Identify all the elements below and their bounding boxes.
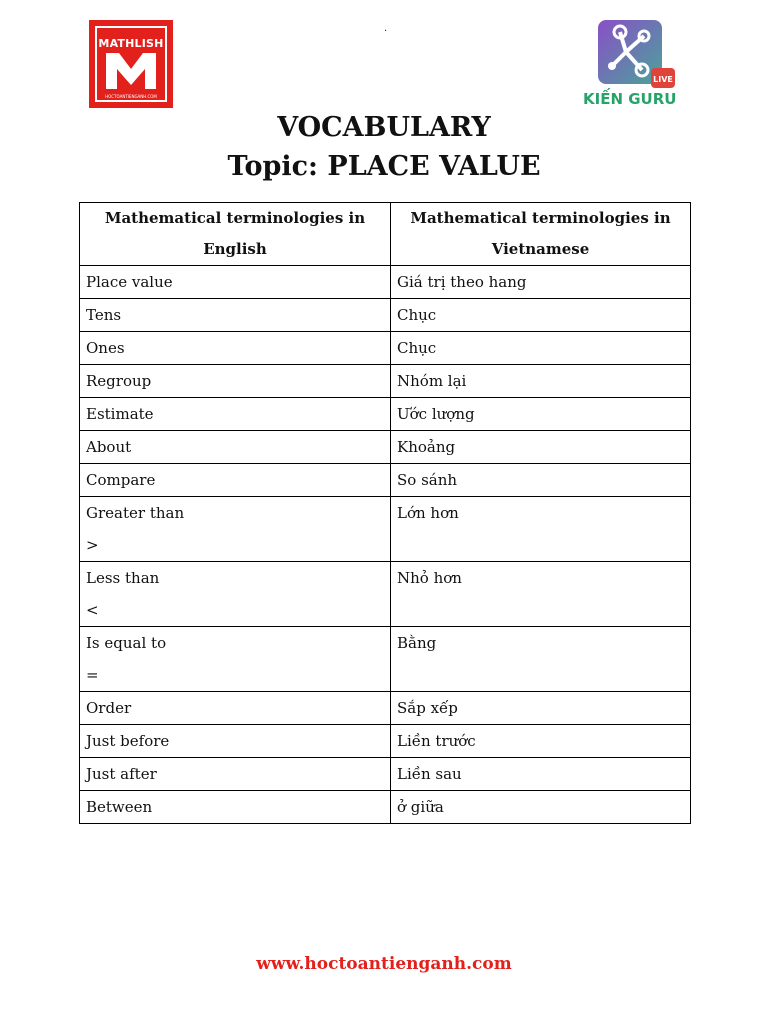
cell-vietnamese: Liền trước — [391, 725, 691, 758]
table-row — [80, 332, 691, 365]
page-title: VOCABULARY — [277, 112, 491, 143]
cell-english — [80, 332, 391, 365]
mathlish-m-icon — [104, 51, 158, 91]
english-term: Regroup — [86, 372, 152, 390]
table-row — [80, 562, 691, 627]
cell-vietnamese: So sánh — [391, 464, 691, 497]
cell-english — [80, 431, 391, 464]
cell-vietnamese: Khoảng — [391, 431, 691, 464]
cell-english — [80, 725, 391, 758]
english-term: Just before — [86, 732, 170, 750]
english-term: Compare — [86, 471, 156, 489]
math-symbol: > — [86, 536, 99, 554]
cell-english — [80, 758, 391, 791]
table-body — [80, 266, 691, 824]
english-term: Place value — [86, 273, 173, 291]
cell-vietnamese: Chục — [391, 299, 691, 332]
english-term: Less than — [86, 569, 160, 587]
kienguru-logo — [583, 18, 683, 114]
table-row — [80, 365, 691, 398]
header-vietnamese: Mathematical terminologies in Vietnamese — [391, 203, 691, 266]
cell-vietnamese: Giá trị theo hang — [391, 266, 691, 299]
cell-english — [80, 627, 391, 692]
cell-vietnamese: Nhóm lại — [391, 365, 691, 398]
cell-vietnamese: Nhỏ hơn — [391, 562, 691, 627]
cell-vietnamese: Bằng — [391, 627, 691, 692]
table-row — [80, 692, 691, 725]
cell-english — [80, 562, 391, 627]
table-row — [80, 266, 691, 299]
mathlish-logo — [89, 20, 173, 108]
table-row — [80, 627, 691, 692]
table-row — [80, 299, 691, 332]
cell-vietnamese: Lớn hơn — [391, 497, 691, 562]
table-row — [80, 725, 691, 758]
cell-vietnamese: Chục — [391, 332, 691, 365]
vocabulary-table — [79, 202, 691, 824]
cell-english — [80, 791, 391, 824]
cell-english — [80, 692, 391, 725]
cell-english — [80, 497, 391, 562]
english-term: Tens — [86, 306, 122, 324]
english-term: About — [86, 438, 132, 456]
cell-english — [80, 299, 391, 332]
table-row — [80, 431, 691, 464]
table-header-row — [80, 203, 691, 266]
math-symbol: = — [86, 666, 99, 684]
header-dot: . — [384, 23, 388, 34]
cell-english — [80, 266, 391, 299]
table-row — [80, 464, 691, 497]
english-term: Between — [86, 798, 153, 816]
cell-vietnamese: ở giữa — [391, 791, 691, 824]
cell-vietnamese: Ước lượng — [391, 398, 691, 431]
english-term: Is equal to — [86, 634, 167, 652]
table-row — [80, 497, 691, 562]
cell-vietnamese: Liền sau — [391, 758, 691, 791]
table-row — [80, 791, 691, 824]
table-row — [80, 758, 691, 791]
live-badge: LIVE — [651, 68, 675, 88]
english-term: Order — [86, 699, 132, 717]
english-term: Estimate — [86, 405, 154, 423]
page-subtitle: Topic: PLACE VALUE — [227, 151, 541, 182]
header-english: Mathematical terminologies in English — [80, 203, 391, 266]
table-row — [80, 398, 691, 431]
footer-url[interactable]: www.hoctoantienganh.com — [256, 954, 512, 974]
kienguru-name: KIẾN GURU — [583, 90, 677, 108]
mathlish-logo-brand: MATHLISH — [98, 37, 164, 50]
cell-english — [80, 365, 391, 398]
cell-english — [80, 464, 391, 497]
mathlish-logo-url: HOCTOANTIENGANH.COM — [105, 94, 157, 99]
cell-vietnamese: Sắp xếp — [391, 692, 691, 725]
english-term: Greater than — [86, 504, 185, 522]
math-symbol: < — [86, 601, 99, 619]
english-term: Just after — [86, 765, 157, 783]
english-term: Ones — [86, 339, 125, 357]
cell-english — [80, 398, 391, 431]
